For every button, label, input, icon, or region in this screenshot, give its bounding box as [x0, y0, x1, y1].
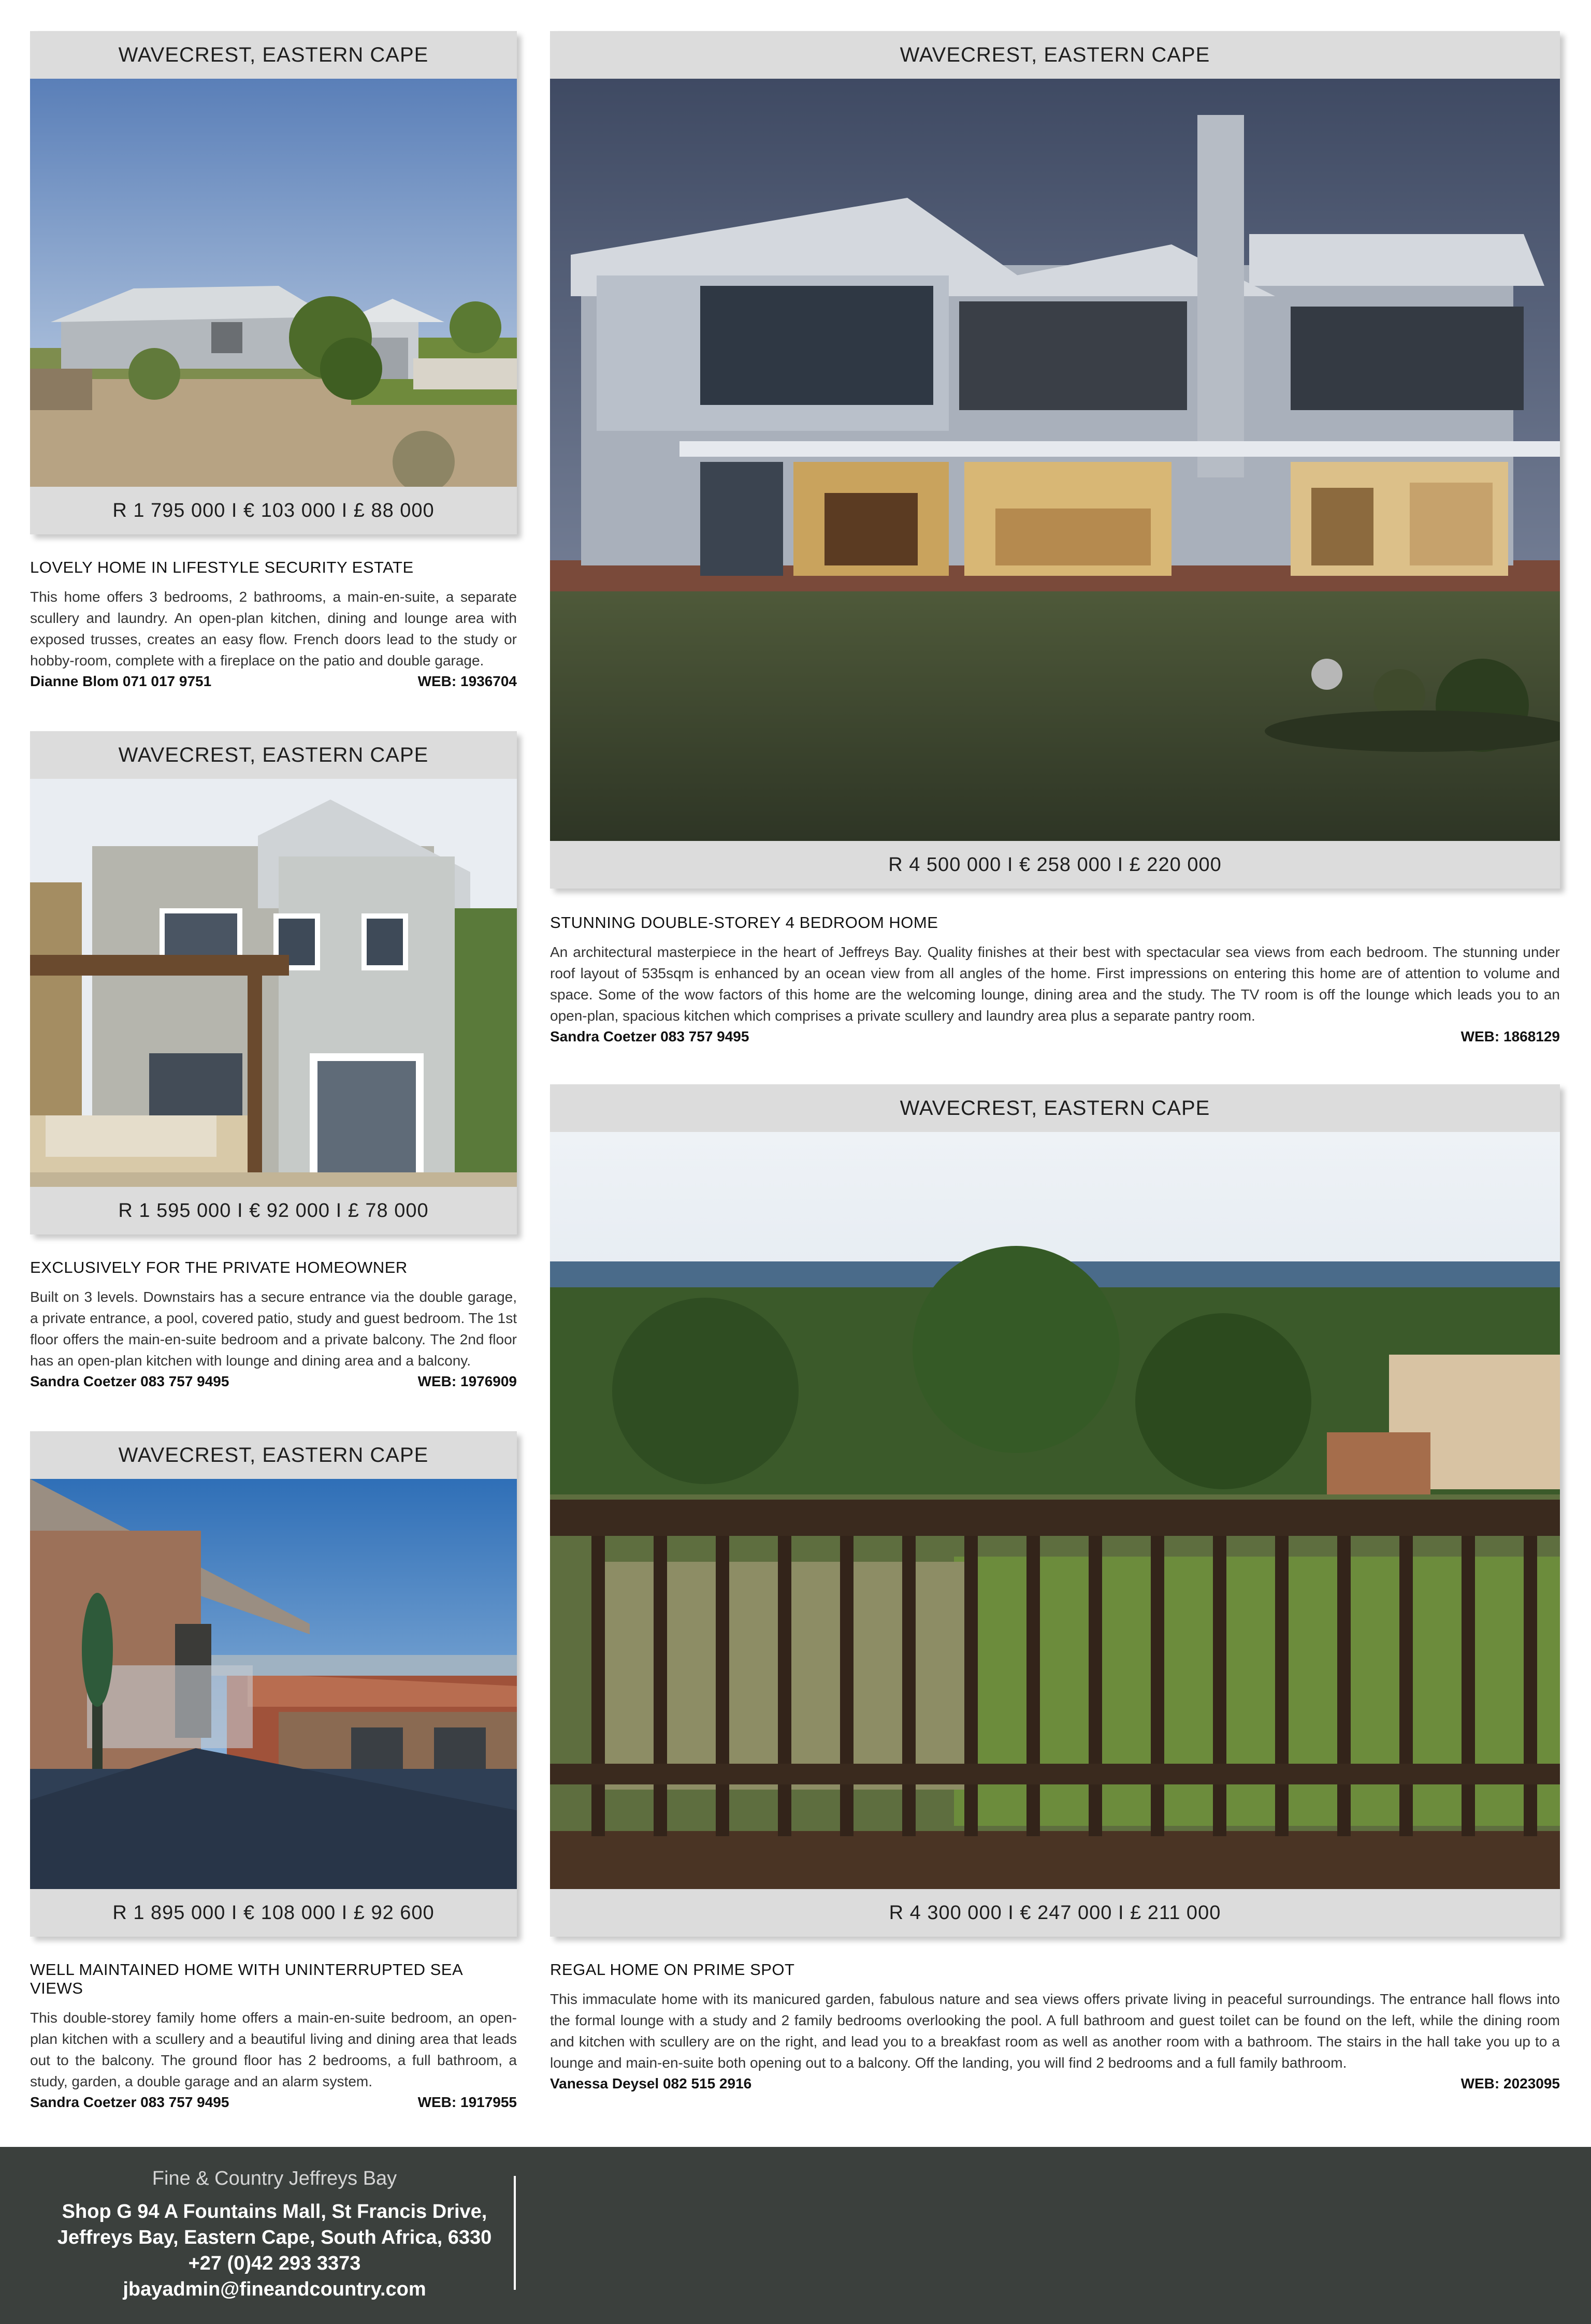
listing-description: This immaculate home with its manicured garden, fabulous nature and sea views offers private living in peaceful surroundings. The entrance hall flows into the formal lounge with a study and 2 family bedrooms overlooking the pool. A full bathroom and guest toilet can be found on the left, while the dining room and kitchen with scullery are on the right, and lead you to a breakfast room as well as another room with a bathroom. The stairs in the hall take you up to a lounge and main-en-suite both opening out to a balcony. Off the landing, you will find 2 bedrooms and a full family bathroom. — [550, 1991, 1560, 2071]
web-reference[interactable]: WEB: 1936704 — [417, 673, 517, 689]
listing-desc-1 — [30, 558, 517, 692]
footer-divider — [514, 2176, 516, 2290]
office-brand: Fine & Country Jeffreys Bay — [152, 2168, 397, 2189]
listing-description: This double-storey family home offers a main-en-suite bedroom, an open-plan kitchen with a scullery and a beautiful living and dining area that leads out to the balcony. The ground floor has 2 bedrooms, a full bathroom, a study, garden, a double garage and an alarm system. — [30, 2010, 517, 2089]
listing-title: LOVELY HOME IN LIFESTYLE SECURITY ESTATE — [30, 558, 414, 576]
address-line-1: Shop G 94 A Fountains Mall, St Francis Drive, — [62, 2201, 487, 2223]
office-address-block — [0, 2199, 549, 2302]
office-email[interactable]: jbayadmin@fineandcountry.com — [123, 2278, 426, 2300]
listing-location: WAVECREST, EASTERN CAPE — [550, 1084, 1560, 1132]
listing-photo[interactable] — [550, 79, 1560, 841]
listing-title: REGAL HOME ON PRIME SPOT — [550, 1960, 795, 1979]
listing-contact-row — [550, 2073, 1560, 2094]
listing-photo[interactable] — [550, 1132, 1560, 1889]
listing-description: This home offers 3 bedrooms, 2 bathrooms, a main-en-suite, a separate scullery and laundry. An open-plan kitchen, dining and lounge area with exposed trusses, creates an easy flow. French doors lead to the study or hobby-room, complete with a fireplace on the patio and double garage. — [30, 589, 517, 669]
listing-card-5[interactable] — [30, 1431, 517, 1937]
listing-desc-2 — [550, 913, 1560, 1047]
listing-price: R 4 500 000 I € 258 000 I £ 220 000 — [550, 841, 1560, 889]
listing-description: Built on 3 levels. Downstairs has a secure entrance via the double garage, a private entrance, a pool, covered patio, study and guest bedroom. The 1st floor offers the main-en-suite bedroom and a private balcony. The 2nd floor has an open-plan kitchen with lounge and dining area and a balcony. — [30, 1289, 517, 1369]
agent-contact[interactable]: Sandra Coetzer 083 757 9495 — [30, 1373, 229, 1389]
listing-desc-4 — [550, 1960, 1560, 2094]
listing-contact-row — [30, 2092, 517, 2113]
agent-contact[interactable]: Sandra Coetzer 083 757 9495 — [550, 1028, 749, 1044]
listing-price: R 1 595 000 I € 92 000 I £ 78 000 — [30, 1187, 517, 1234]
listing-desc-5 — [30, 1960, 517, 2113]
agent-contact[interactable]: Sandra Coetzer 083 757 9495 — [30, 2094, 229, 2110]
listing-location: WAVECREST, EASTERN CAPE — [550, 31, 1560, 79]
listing-title: EXCLUSIVELY FOR THE PRIVATE HOMEOWNER — [30, 1258, 408, 1276]
listing-price: R 1 895 000 I € 108 000 I £ 92 600 — [30, 1889, 517, 1937]
office-phone[interactable]: +27 (0)42 293 3373 — [188, 2253, 361, 2274]
listing-photo[interactable] — [30, 779, 517, 1187]
listing-photo[interactable] — [30, 1479, 517, 1889]
address-line-2: Jeffreys Bay, Eastern Cape, South Africa, 6330 — [57, 2227, 492, 2248]
listing-price: R 1 795 000 I € 103 000 I £ 88 000 — [30, 487, 517, 534]
web-reference[interactable]: WEB: 1976909 — [417, 1373, 517, 1389]
listing-contact-row — [30, 671, 517, 692]
listing-card-3[interactable] — [30, 731, 517, 1234]
listing-location: WAVECREST, EASTERN CAPE — [30, 1431, 517, 1479]
listing-title: STUNNING DOUBLE-STOREY 4 BEDROOM HOME — [550, 913, 938, 932]
listing-card-2[interactable] — [550, 31, 1560, 889]
listing-title: WELL MAINTAINED HOME WITH UNINTERRUPTED SEA VIEWS — [30, 1960, 462, 1997]
listing-price: R 4 300 000 I € 247 000 I £ 211 000 — [550, 1889, 1560, 1937]
agent-contact[interactable]: Vanessa Deysel 082 515 2916 — [550, 2075, 752, 2091]
listing-card-4[interactable] — [550, 1084, 1560, 1937]
listing-desc-3 — [30, 1258, 517, 1392]
listing-contact-row — [550, 1026, 1560, 1047]
listing-contact-row — [30, 1371, 517, 1392]
listing-location: WAVECREST, EASTERN CAPE — [30, 731, 517, 779]
agent-contact[interactable]: Dianne Blom 071 017 9751 — [30, 673, 212, 689]
web-reference[interactable]: WEB: 1868129 — [1460, 1028, 1560, 1044]
web-reference[interactable]: WEB: 1917955 — [417, 2094, 517, 2110]
office-footer — [0, 2147, 1591, 2324]
web-reference[interactable]: WEB: 2023095 — [1460, 2075, 1560, 2091]
listing-description: An architectural masterpiece in the heart of Jeffreys Bay. Quality finishes at their best with spectacular sea views from each bedroom. The stunning under roof layout of 535sqm is enhanced by an ocean view from all angles of the home. First impressions on entering this home are of attention to volume and space. Some of the wow factors of this home are the welcoming lounge, dining area and the study. The TV room is off the lounge which leads you to an open-plan, spacious kitchen which comprises a private scullery and laundry area plus a separate pantry room. — [550, 944, 1560, 1024]
listing-location: WAVECREST, EASTERN CAPE — [30, 31, 517, 79]
listing-photo[interactable] — [30, 79, 517, 487]
listing-card-1[interactable] — [30, 31, 517, 534]
